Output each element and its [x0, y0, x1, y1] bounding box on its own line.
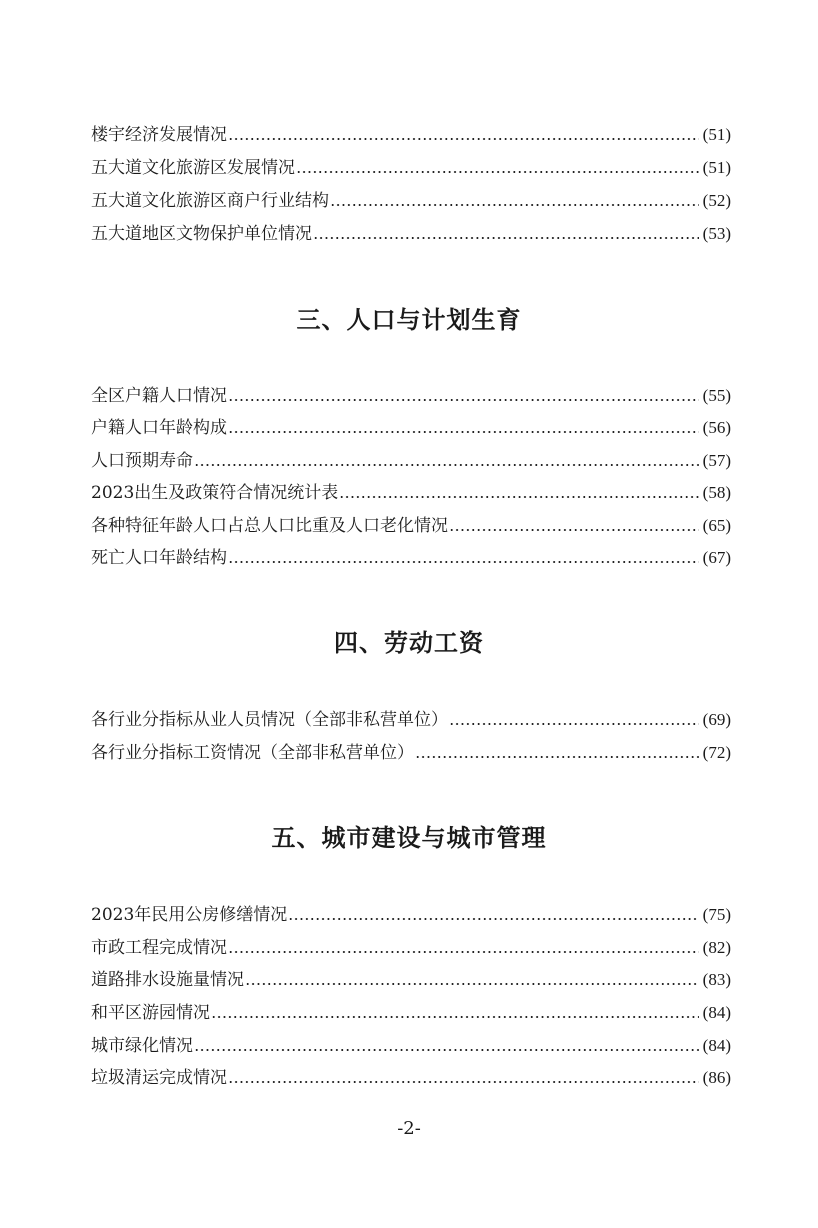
- toc-entry-page: (51): [702, 158, 731, 177]
- dot-leader: [228, 416, 699, 440]
- dot-leader: [449, 708, 699, 732]
- toc-entry-title: 和平区游园情况: [91, 1003, 210, 1023]
- toc-entry[interactable]: [91, 123, 731, 147]
- dot-leader: [194, 449, 699, 473]
- toc-entry-title: 楼宇经济发展情况: [91, 125, 227, 145]
- toc-entry-title: 道路排水设施量情况: [91, 970, 244, 990]
- toc-entry-page: (84): [702, 1003, 731, 1022]
- toc-entry[interactable]: [91, 968, 731, 992]
- toc-entry-page: (75): [702, 905, 731, 924]
- toc-entry-page: (67): [702, 548, 731, 567]
- dot-leader: [228, 123, 699, 147]
- section-heading: 三、人口与计划生育: [296, 306, 522, 334]
- toc-entry-page: (86): [702, 1068, 731, 1087]
- toc-entry-page: (55): [702, 386, 731, 405]
- toc-entry-page: (56): [702, 418, 731, 437]
- section-heading: 四、劳动工资: [334, 629, 484, 657]
- toc-entry[interactable]: [91, 189, 731, 213]
- toc-entry-title: 人口预期寿命: [91, 451, 193, 471]
- dot-leader: [415, 741, 699, 765]
- toc-entry-title: 五大道文化旅游区商户行业结构: [91, 191, 329, 211]
- toc-entry-title: 五大道文化旅游区发展情况: [91, 158, 295, 178]
- toc-entry-page: (52): [702, 191, 731, 210]
- toc-entry-title: 城市绿化情况: [91, 1036, 193, 1056]
- dot-leader: [313, 222, 699, 246]
- toc-entry-page: (69): [702, 710, 731, 729]
- toc-entry-page: (72): [702, 743, 731, 762]
- toc-entry-title: 2023出生及政策符合情况统计表: [91, 483, 339, 503]
- toc-entry-page: (84): [702, 1036, 731, 1055]
- toc-entry[interactable]: [91, 156, 731, 180]
- page-number: -2-: [397, 1118, 421, 1139]
- toc-entry[interactable]: [91, 936, 731, 960]
- toc-entry-page: (58): [702, 483, 731, 502]
- toc-entry[interactable]: [91, 514, 731, 538]
- toc-entry-page: (65): [702, 516, 731, 535]
- toc-entry[interactable]: [91, 481, 731, 505]
- toc-entry-title: 户籍人口年龄构成: [91, 418, 227, 438]
- toc-entry[interactable]: [91, 546, 731, 570]
- toc-entry-title: 各行业分指标工资情况（全部非私营单位）: [91, 743, 414, 763]
- dot-leader: [211, 1001, 699, 1025]
- toc-entry[interactable]: [91, 416, 731, 440]
- dot-leader: [228, 384, 699, 408]
- toc-entry-page: (57): [702, 451, 731, 470]
- toc-entry-page: (53): [702, 224, 731, 243]
- toc-entry[interactable]: [91, 449, 731, 473]
- toc-entry-title: 各行业分指标从业人员情况（全部非私营单位）: [91, 710, 448, 730]
- dot-leader: [330, 189, 699, 213]
- toc-entry-title: 2023年民用公房修缮情况: [91, 905, 288, 925]
- dot-leader: [288, 903, 698, 927]
- toc-entry[interactable]: [91, 222, 731, 246]
- section-heading: 五、城市建设与城市管理: [271, 824, 547, 852]
- toc-entry[interactable]: [91, 384, 731, 408]
- toc-entry[interactable]: [91, 1001, 731, 1025]
- dot-leader: [194, 1034, 699, 1058]
- toc-entry-title: 死亡人口年龄结构: [91, 548, 227, 568]
- dot-leader: [228, 546, 699, 570]
- toc-entry[interactable]: [91, 903, 731, 927]
- toc-entry[interactable]: [91, 708, 731, 732]
- toc-entry-title: 各种特征年龄人口占总人口比重及人口老化情况: [91, 516, 448, 536]
- dot-leader: [449, 514, 699, 538]
- toc-entry-title: 全区户籍人口情况: [91, 386, 227, 406]
- toc-entry-page: (83): [702, 970, 731, 989]
- toc-entry-page: (51): [702, 125, 731, 144]
- dot-leader: [296, 156, 699, 180]
- toc-entry[interactable]: [91, 741, 731, 765]
- toc-entry[interactable]: [91, 1034, 731, 1058]
- toc-entry[interactable]: [91, 1066, 731, 1090]
- toc-entry-page: (82): [702, 938, 731, 957]
- dot-leader: [245, 968, 699, 992]
- toc-entry-title: 垃圾清运完成情况: [91, 1068, 227, 1088]
- dot-leader: [228, 1066, 699, 1090]
- toc-entry-title: 市政工程完成情况: [91, 938, 227, 958]
- dot-leader: [228, 936, 699, 960]
- toc-entry-title: 五大道地区文物保护单位情况: [91, 224, 312, 244]
- dot-leader: [339, 481, 698, 505]
